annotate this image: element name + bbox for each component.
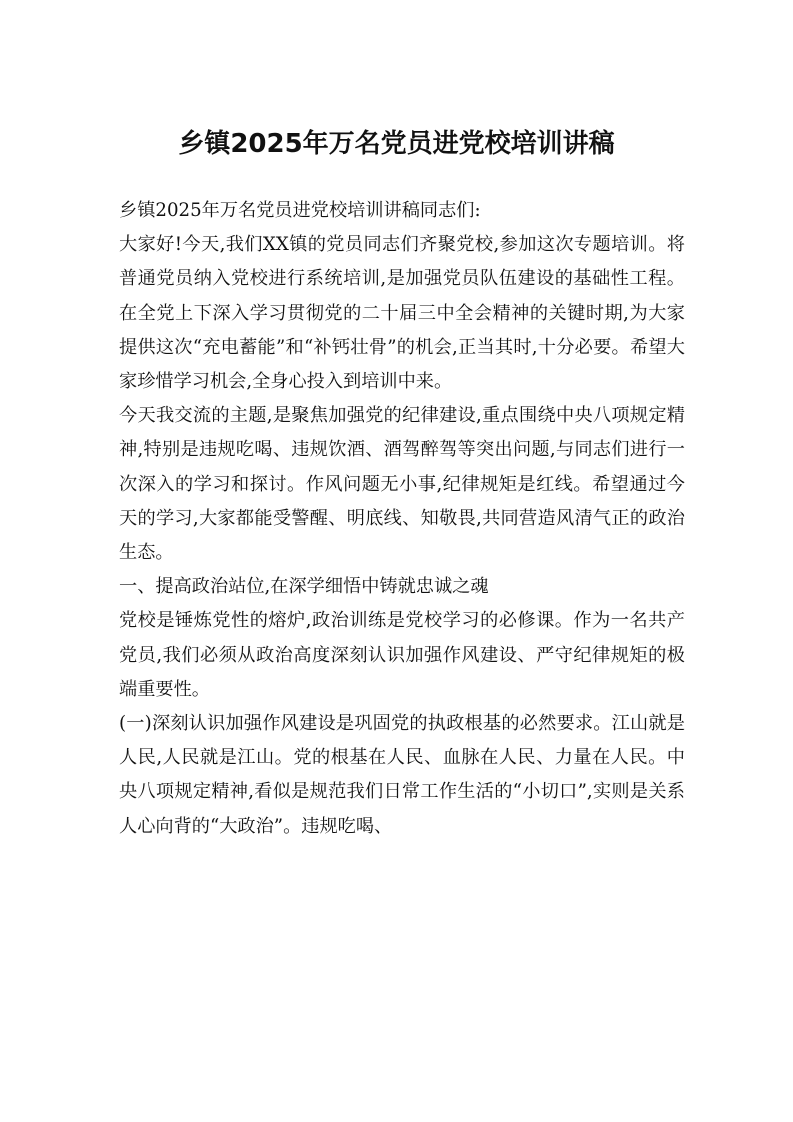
subsection-1-paragraph: (一)深刻认识加强作风建设是巩固党的执政根基的必然要求。江山就是人民,人民就是江山。党的根基在人民、血脉在人民、力量在人民。中央八项规定精神,看似是规范我们日常工作生活的“小切口”,实则是关系人心向背的“大政治”。违规吃喝、: [119, 713, 685, 837]
section-1-paragraph: 党校是锤炼党性的熔炉,政治训练是党校学习的必修课。作为一名共产党员,我们必须从政治高度深刻认识加强作风建设、严守纪律规矩的极端重要性。: [119, 610, 685, 700]
salutation-paragraph: 乡镇2025年万名党员进党校培训讲稿同志们:: [119, 200, 481, 221]
section-heading-1: 一、提高政治站位,在深学细悟中铸就忠诚之魂: [119, 576, 489, 598]
document-title: 乡镇2025年万名党员进党校培训讲稿: [178, 129, 615, 159]
theme-paragraph: 今天我交流的主题,是聚焦加强党的纪律建设,重点围绕中央八项规定精神,特别是违规吃喝、违规饮酒、酒驾醉驾等突出问题,与同志们进行一次深入的学习和探讨。作风问题无小事,纪律规矩是红线。希望通过今天的学习,大家都能受警醒、明底线、知敬畏,共同营造风清气正的政治生态。: [119, 405, 685, 564]
document-body: [119, 194, 685, 844]
opening-paragraph: 大家好!今天,我们XX镇的党员同志们齐聚党校,参加这次专题培训。将普通党员纳入党校进行系统培训,是加强党员队伍建设的基础性工程。在全党上下深入学习贯彻党的二十届三中全会精神的关键时期,为大家提供这次“充电蓄能”和“补钙壮骨”的机会,正当其时,十分必要。希望大家珍惜学习机会,全身心投入到培训中来。: [119, 234, 685, 393]
